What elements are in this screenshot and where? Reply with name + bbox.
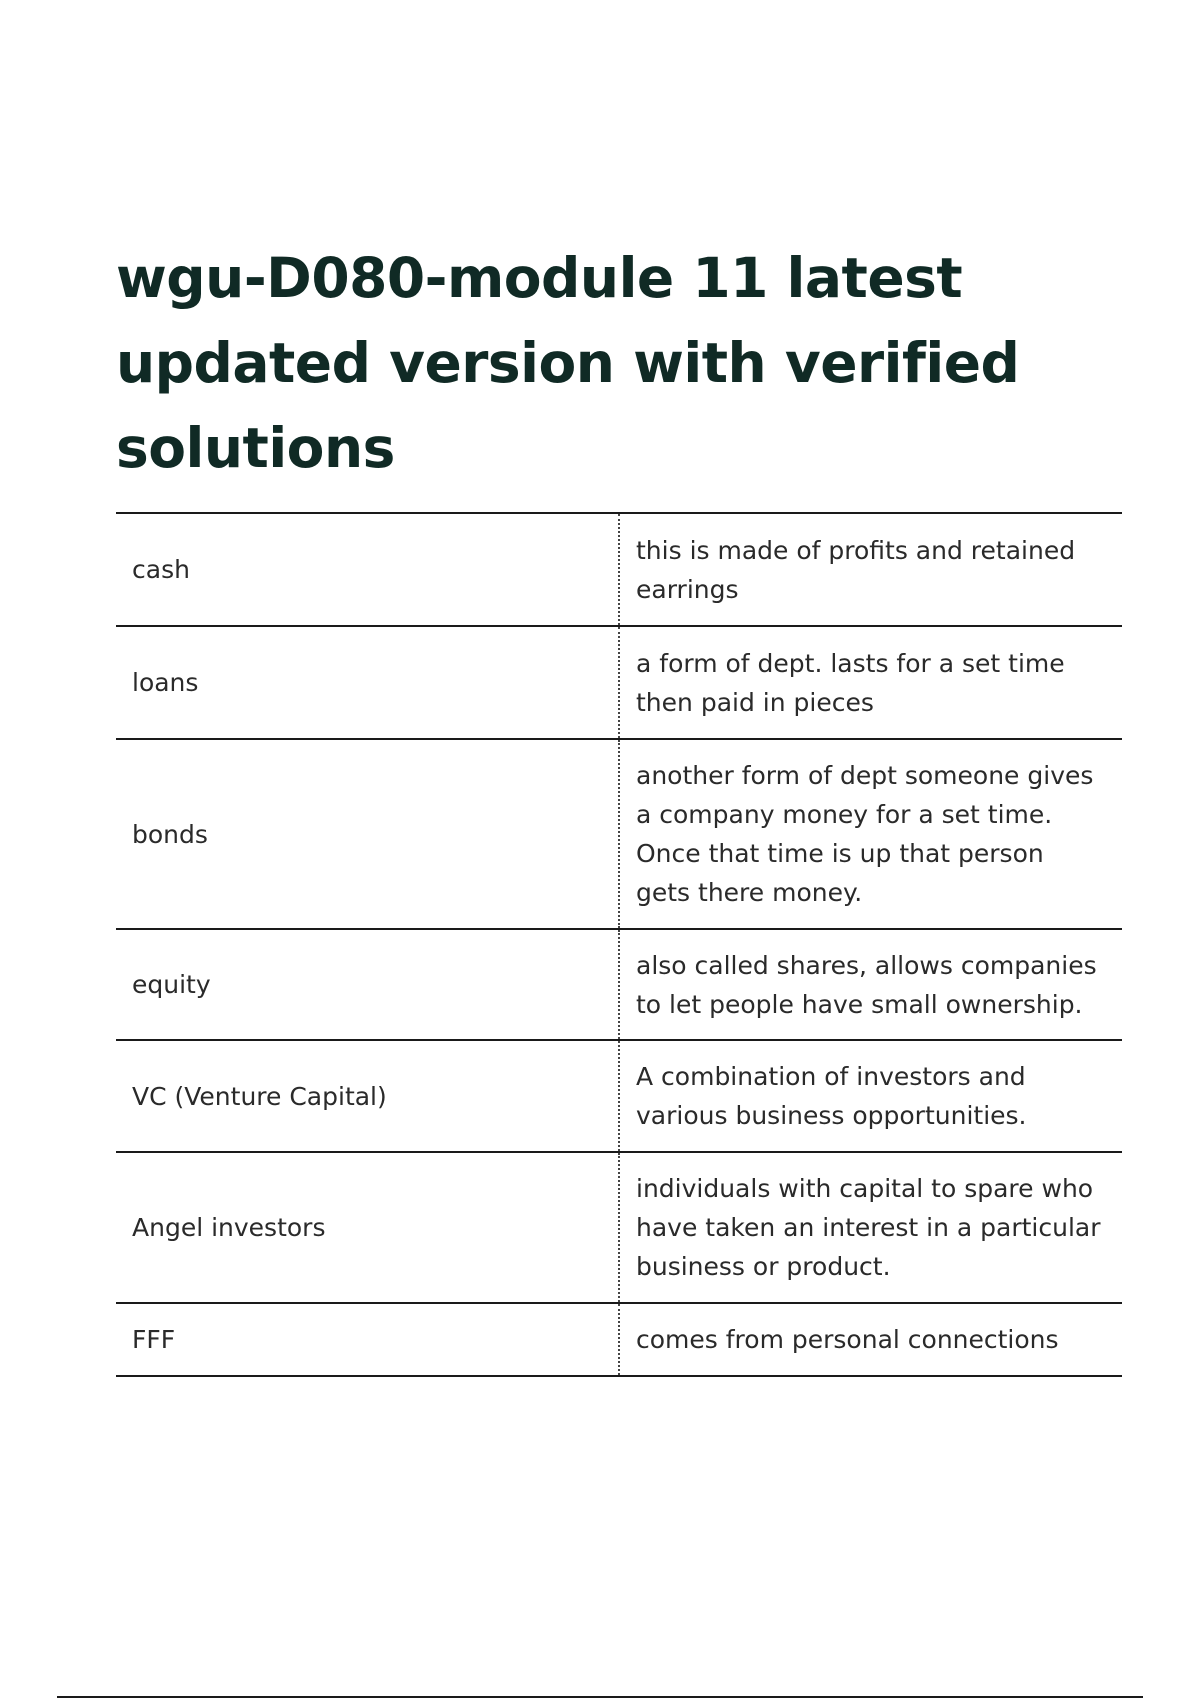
table-row bbox=[116, 1303, 1122, 1376]
table-row bbox=[116, 1040, 1122, 1152]
definition-cell: also called shares, allows companies to let people have small ownership. bbox=[619, 929, 1122, 1040]
term-cell: VC (Venture Capital) bbox=[116, 1040, 619, 1152]
definition-cell: comes from personal connections bbox=[619, 1303, 1122, 1376]
table-row bbox=[116, 1152, 1122, 1303]
table-row bbox=[116, 626, 1122, 739]
flashcard-table bbox=[116, 512, 1122, 1377]
definition-cell: individuals with capital to spare who have taken an interest in a particular business or product. bbox=[619, 1152, 1122, 1303]
definition-cell: another form of dept someone gives a company money for a set time. Once that time is up that person gets there money. bbox=[619, 739, 1122, 929]
definition-cell: A combination of investors and various business opportunities. bbox=[619, 1040, 1122, 1152]
table-row bbox=[116, 929, 1122, 1040]
term-cell: equity bbox=[116, 929, 619, 1040]
definition-cell: a form of dept. lasts for a set time then paid in pieces bbox=[619, 626, 1122, 739]
term-cell: cash bbox=[116, 513, 619, 626]
page-title: wgu-D080-module 11 latest updated version with verified solutions bbox=[116, 246, 1020, 480]
footer-divider bbox=[57, 1696, 1143, 1698]
term-cell: loans bbox=[116, 626, 619, 739]
term-cell: bonds bbox=[116, 739, 619, 929]
term-cell: Angel investors bbox=[116, 1152, 619, 1303]
term-cell: FFF bbox=[116, 1303, 619, 1376]
table-row bbox=[116, 739, 1122, 929]
definition-cell: this is made of profits and retained earrings bbox=[619, 513, 1122, 626]
table-row bbox=[116, 513, 1122, 626]
